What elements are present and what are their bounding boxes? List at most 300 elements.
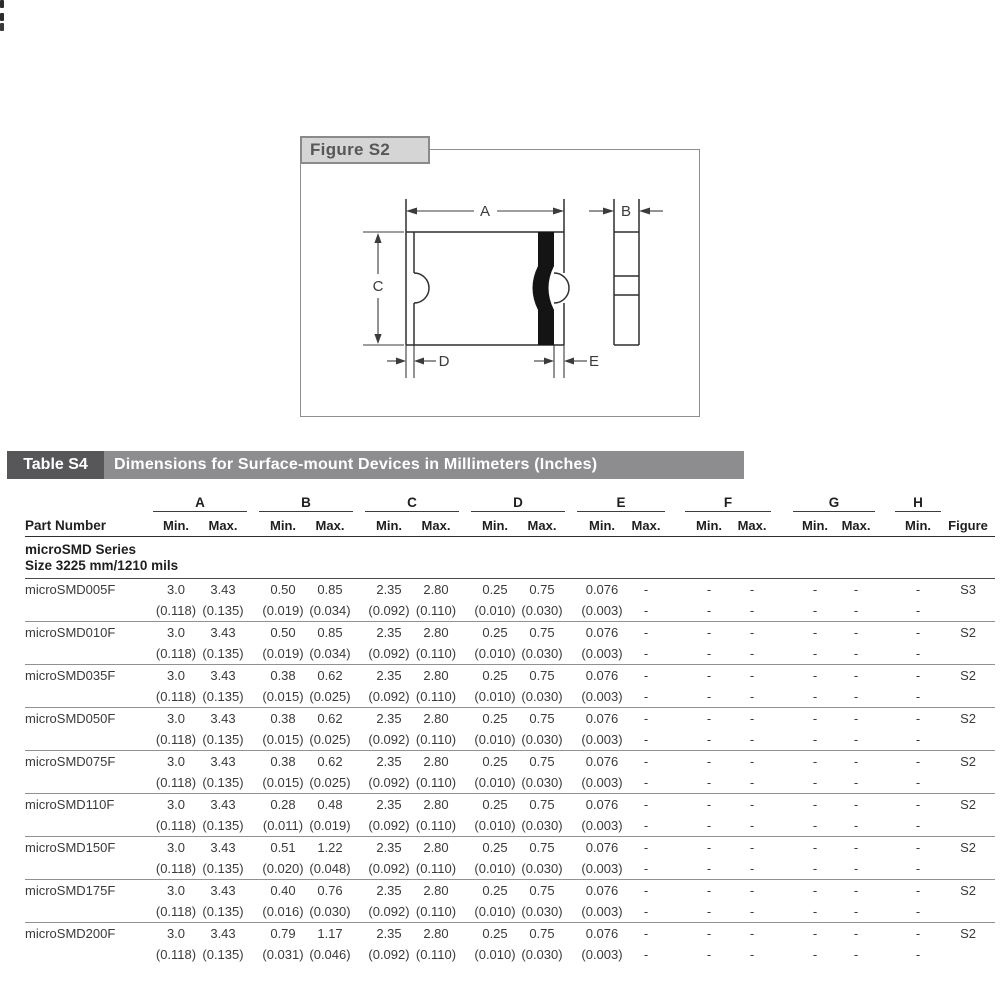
- value-cell: [519, 794, 565, 837]
- value-inches: -: [643, 689, 649, 704]
- col-group-g: G: [793, 492, 875, 512]
- value-inches: (0.030): [521, 947, 563, 962]
- value-cell: [307, 794, 353, 837]
- value-inches: -: [706, 775, 712, 790]
- value-inches: (0.030): [521, 646, 563, 661]
- spacer: [247, 923, 259, 966]
- value-cell: [519, 665, 565, 708]
- spacer: [459, 837, 471, 880]
- value-cell: [627, 665, 665, 708]
- value-mm: -: [749, 883, 755, 898]
- value-cell: [153, 923, 199, 966]
- value-mm: 2.80: [423, 883, 449, 898]
- value-mm: -: [706, 926, 712, 941]
- value-cell: [199, 665, 247, 708]
- value-mm: -: [853, 797, 859, 812]
- spacer: [771, 923, 793, 966]
- value-inches: (0.019): [309, 818, 351, 833]
- value-inches: -: [812, 904, 818, 919]
- value-cell: [895, 665, 941, 708]
- value-inches: -: [812, 732, 818, 747]
- value-inches: -: [853, 689, 859, 704]
- max-header: Max.: [519, 512, 565, 537]
- value-cell: [685, 751, 733, 794]
- value-inches: (0.003): [581, 818, 623, 833]
- min-header: Min.: [895, 512, 941, 537]
- value-cell: [793, 923, 837, 966]
- value-mm: 3.0: [166, 625, 186, 640]
- part-number-cell: [25, 665, 153, 708]
- figure-ref: S2: [960, 711, 976, 726]
- value-mm: -: [749, 711, 755, 726]
- value-mm: 3.43: [210, 926, 236, 941]
- figure-ref: S2: [960, 797, 976, 812]
- value-cell: [259, 751, 307, 794]
- part-number: microSMD150F: [25, 840, 116, 855]
- value-cell: [793, 622, 837, 665]
- value-cell: [733, 622, 771, 665]
- value-mm: -: [706, 797, 712, 812]
- value-mm: 0.85: [317, 582, 343, 597]
- value-cell: [577, 579, 627, 622]
- value-inches: -: [853, 904, 859, 919]
- value-inches: (0.110): [415, 818, 457, 833]
- value-cell: [895, 622, 941, 665]
- value-mm: 2.35: [376, 840, 402, 855]
- value-mm: -: [812, 711, 818, 726]
- spacer: [665, 923, 685, 966]
- value-cell: [199, 837, 247, 880]
- value-inches: -: [853, 818, 859, 833]
- spacer: [771, 837, 793, 880]
- spacer: [875, 751, 895, 794]
- spacer: [459, 665, 471, 708]
- value-cell: [895, 837, 941, 880]
- value-cell: [365, 880, 413, 923]
- table-row: [25, 622, 995, 665]
- value-cell: [837, 579, 875, 622]
- spacer: [247, 622, 259, 665]
- spacer: [353, 880, 365, 923]
- value-mm: -: [812, 883, 818, 898]
- spacer: [247, 837, 259, 880]
- value-mm: -: [853, 582, 859, 597]
- value-mm: 3.0: [166, 797, 186, 812]
- part-number-blank: [25, 729, 153, 750]
- value-inches: (0.010): [474, 646, 516, 661]
- value-inches: -: [915, 861, 921, 876]
- spacer: [771, 751, 793, 794]
- value-cell: [413, 880, 459, 923]
- value-inches: -: [812, 646, 818, 661]
- figure-ref-cell: [941, 923, 995, 966]
- value-mm: 0.62: [317, 754, 343, 769]
- dimensions-table-wrap: [25, 492, 995, 965]
- value-mm: 3.43: [210, 754, 236, 769]
- value-cell: [199, 923, 247, 966]
- value-cell: [519, 622, 565, 665]
- dim-label-b: B: [620, 203, 632, 220]
- value-mm: 0.79: [270, 926, 296, 941]
- value-cell: [733, 794, 771, 837]
- value-mm: -: [812, 797, 818, 812]
- package-dimension-drawing: [301, 150, 699, 416]
- value-inches: -: [812, 861, 818, 876]
- spacer: [875, 794, 895, 837]
- value-inches: -: [915, 775, 921, 790]
- value-cell: [413, 665, 459, 708]
- part-number: microSMD050F: [25, 711, 116, 726]
- value-inches: (0.092): [368, 603, 410, 618]
- spacer: [353, 708, 365, 751]
- value-inches: (0.030): [521, 603, 563, 618]
- value-mm: -: [706, 883, 712, 898]
- value-inches: (0.092): [368, 861, 410, 876]
- figure-ref: S2: [960, 668, 976, 683]
- value-mm: 3.43: [210, 668, 236, 683]
- value-inches: (0.135): [202, 818, 244, 833]
- value-mm: -: [853, 883, 859, 898]
- value-mm: 3.43: [210, 711, 236, 726]
- spacer: [247, 708, 259, 751]
- value-cell: [413, 794, 459, 837]
- value-inches: (0.092): [368, 646, 410, 661]
- value-cell: [627, 794, 665, 837]
- value-cell: [519, 751, 565, 794]
- solder-terminal-band: [533, 232, 555, 345]
- value-cell: [413, 708, 459, 751]
- value-mm: -: [749, 582, 755, 597]
- value-mm: -: [915, 926, 921, 941]
- left-notch: [414, 273, 429, 303]
- value-inches: (0.110): [415, 603, 457, 618]
- value-inches: (0.034): [309, 603, 351, 618]
- value-mm: -: [853, 926, 859, 941]
- value-mm: 0.38: [270, 711, 296, 726]
- value-mm: 3.0: [166, 840, 186, 855]
- value-mm: -: [706, 625, 712, 640]
- value-mm: 3.43: [210, 840, 236, 855]
- value-mm: 3.0: [166, 582, 186, 597]
- min-header: Min.: [577, 512, 627, 537]
- value-cell: [413, 837, 459, 880]
- value-inches: -: [643, 947, 649, 962]
- value-mm: 0.25: [482, 625, 508, 640]
- figure-ref-cell: [941, 794, 995, 837]
- value-inches: (0.118): [155, 603, 197, 618]
- max-header: Max.: [733, 512, 771, 537]
- dimensions-table: [25, 492, 995, 965]
- value-inches: -: [749, 689, 755, 704]
- spacer: [771, 492, 793, 512]
- spacer: [353, 751, 365, 794]
- value-cell: [519, 923, 565, 966]
- value-mm: 0.25: [482, 711, 508, 726]
- value-mm: 0.25: [482, 582, 508, 597]
- value-mm: -: [915, 797, 921, 812]
- value-cell: [685, 665, 733, 708]
- series-header-cell: [25, 537, 995, 579]
- value-mm: -: [853, 711, 859, 726]
- value-inches: (0.010): [474, 603, 516, 618]
- part-number-cell: [25, 837, 153, 880]
- value-mm: 2.80: [423, 711, 449, 726]
- value-cell: [837, 880, 875, 923]
- table-title: Dimensions for Surface-mount Devices in Millimeters (Inches): [114, 456, 598, 473]
- value-inches: (0.003): [581, 689, 623, 704]
- value-inches: -: [812, 818, 818, 833]
- value-cell: [577, 837, 627, 880]
- value-mm: -: [812, 668, 818, 683]
- value-inches: -: [853, 646, 859, 661]
- value-cell: [577, 622, 627, 665]
- value-cell: [365, 665, 413, 708]
- value-mm: -: [915, 754, 921, 769]
- value-cell: [153, 708, 199, 751]
- value-inches: -: [749, 775, 755, 790]
- value-mm: -: [749, 754, 755, 769]
- spacer: [353, 837, 365, 880]
- value-inches: (0.110): [415, 904, 457, 919]
- right-notch: [554, 273, 569, 303]
- value-inches: (0.016): [262, 904, 304, 919]
- value-inches: (0.135): [202, 947, 244, 962]
- value-inches: (0.118): [155, 775, 197, 790]
- value-inches: (0.003): [581, 603, 623, 618]
- value-mm: 2.35: [376, 926, 402, 941]
- value-inches: (0.118): [155, 818, 197, 833]
- value-cell: [307, 708, 353, 751]
- part-number: microSMD010F: [25, 625, 116, 640]
- value-mm: -: [643, 754, 649, 769]
- value-mm: 0.75: [529, 582, 555, 597]
- value-inches: (0.030): [521, 732, 563, 747]
- value-cell: [307, 880, 353, 923]
- value-cell: [199, 579, 247, 622]
- value-mm: 0.25: [482, 754, 508, 769]
- value-mm: 2.35: [376, 754, 402, 769]
- value-cell: [471, 708, 519, 751]
- spacer: [875, 579, 895, 622]
- value-cell: [793, 794, 837, 837]
- value-inches: (0.025): [309, 732, 351, 747]
- series-name: microSMD Series: [25, 542, 137, 557]
- value-inches: -: [706, 603, 712, 618]
- spacer: [247, 794, 259, 837]
- value-inches: -: [706, 904, 712, 919]
- value-inches: (0.010): [474, 904, 516, 919]
- table-row: [25, 751, 995, 794]
- value-cell: [199, 622, 247, 665]
- part-number-cell: [25, 751, 153, 794]
- value-cell: [793, 837, 837, 880]
- value-mm: 2.80: [423, 840, 449, 855]
- spacer: [665, 880, 685, 923]
- figure-ref-cell: [941, 665, 995, 708]
- part-number: microSMD005F: [25, 582, 116, 597]
- spacer: [247, 751, 259, 794]
- value-inches: (0.092): [368, 732, 410, 747]
- value-inches: (0.118): [155, 732, 197, 747]
- value-cell: [365, 837, 413, 880]
- value-cell: [895, 923, 941, 966]
- max-header: Max.: [413, 512, 459, 537]
- value-cell: [793, 708, 837, 751]
- value-inches: (0.010): [474, 689, 516, 704]
- value-mm: 0.076: [585, 754, 619, 769]
- value-mm: 3.0: [166, 711, 186, 726]
- spacer: [665, 492, 685, 512]
- figure-s2-label: Figure S2: [300, 136, 430, 164]
- value-inches: (0.135): [202, 732, 244, 747]
- figure-ref: S3: [960, 582, 976, 597]
- value-inches: -: [915, 818, 921, 833]
- value-inches: -: [853, 947, 859, 962]
- spacer: [875, 665, 895, 708]
- header-blank: [941, 492, 995, 512]
- value-cell: [733, 665, 771, 708]
- value-cell: [733, 837, 771, 880]
- min-header: Min.: [259, 512, 307, 537]
- value-cell: [837, 794, 875, 837]
- value-mm: -: [749, 840, 755, 855]
- value-inches: -: [706, 861, 712, 876]
- spacer: [771, 708, 793, 751]
- value-cell: [365, 579, 413, 622]
- value-inches: (0.003): [581, 732, 623, 747]
- value-mm: 0.75: [529, 668, 555, 683]
- value-cell: [307, 579, 353, 622]
- dim-label-d: D: [438, 353, 450, 370]
- value-inches: (0.015): [262, 689, 304, 704]
- part-number-blank: [25, 686, 153, 707]
- value-mm: -: [853, 668, 859, 683]
- value-inches: (0.003): [581, 775, 623, 790]
- part-number-blank: [25, 600, 153, 621]
- spacer: [665, 708, 685, 751]
- value-mm: -: [643, 668, 649, 683]
- value-mm: -: [812, 582, 818, 597]
- value-inches: -: [915, 689, 921, 704]
- spacer: [565, 622, 577, 665]
- dim-label-a: A: [479, 203, 491, 220]
- value-cell: [153, 622, 199, 665]
- value-inches: -: [643, 775, 649, 790]
- value-inches: -: [706, 732, 712, 747]
- value-inches: -: [706, 646, 712, 661]
- value-cell: [307, 837, 353, 880]
- value-inches: (0.010): [474, 732, 516, 747]
- value-mm: -: [853, 754, 859, 769]
- table-row: [25, 880, 995, 923]
- value-mm: 0.25: [482, 926, 508, 941]
- spacer: [565, 665, 577, 708]
- part-number-blank: [25, 772, 153, 793]
- value-cell: [259, 880, 307, 923]
- value-cell: [895, 794, 941, 837]
- value-mm: 0.076: [585, 711, 619, 726]
- figure-ref: S2: [960, 926, 976, 941]
- table-row: [25, 794, 995, 837]
- value-mm: -: [643, 840, 649, 855]
- figure-ref-cell: [941, 880, 995, 923]
- value-cell: [413, 579, 459, 622]
- spacer: [565, 492, 577, 512]
- value-cell: [685, 880, 733, 923]
- value-inches: (0.025): [309, 689, 351, 704]
- part-number-cell: [25, 923, 153, 966]
- value-inches: -: [749, 818, 755, 833]
- value-inches: -: [812, 775, 818, 790]
- value-cell: [413, 622, 459, 665]
- value-inches: (0.118): [155, 689, 197, 704]
- value-mm: 2.80: [423, 668, 449, 683]
- value-inches: -: [853, 603, 859, 618]
- part-number-cell: [25, 708, 153, 751]
- value-inches: -: [915, 646, 921, 661]
- spacer: [459, 622, 471, 665]
- value-mm: 0.75: [529, 840, 555, 855]
- col-group-c: C: [365, 492, 459, 512]
- table-title-bar: [7, 451, 744, 479]
- part-number: microSMD200F: [25, 926, 116, 941]
- spacer: [247, 880, 259, 923]
- value-inches: -: [915, 947, 921, 962]
- value-cell: [259, 837, 307, 880]
- table-row: [25, 579, 995, 622]
- value-inches: (0.030): [521, 689, 563, 704]
- value-cell: [627, 880, 665, 923]
- value-mm: 2.35: [376, 797, 402, 812]
- min-header: Min.: [365, 512, 413, 537]
- value-inches: (0.020): [262, 861, 304, 876]
- spacer: [875, 708, 895, 751]
- spacer: [875, 880, 895, 923]
- col-group-e: E: [577, 492, 665, 512]
- value-mm: 3.0: [166, 883, 186, 898]
- value-cell: [685, 923, 733, 966]
- figure-ref: S2: [960, 625, 976, 640]
- value-cell: [519, 708, 565, 751]
- part-number-cell: [25, 880, 153, 923]
- spacer: [353, 622, 365, 665]
- value-cell: [153, 665, 199, 708]
- value-cell: [413, 751, 459, 794]
- value-mm: 0.25: [482, 668, 508, 683]
- value-cell: [259, 665, 307, 708]
- value-inches: (0.135): [202, 775, 244, 790]
- value-cell: [837, 837, 875, 880]
- value-mm: 0.25: [482, 840, 508, 855]
- spacer: [247, 512, 259, 537]
- value-mm: 2.35: [376, 582, 402, 597]
- value-inches: (0.034): [309, 646, 351, 661]
- value-mm: -: [706, 582, 712, 597]
- dim-label-e: E: [588, 353, 600, 370]
- figure-ref-cell: [941, 622, 995, 665]
- value-cell: [685, 622, 733, 665]
- value-mm: 0.75: [529, 797, 555, 812]
- value-inches: (0.092): [368, 947, 410, 962]
- part-number-blank: [25, 815, 153, 836]
- value-inches: (0.135): [202, 904, 244, 919]
- value-cell: [793, 880, 837, 923]
- value-inches: (0.010): [474, 947, 516, 962]
- value-cell: [307, 751, 353, 794]
- value-cell: [259, 794, 307, 837]
- part-number-header: Part Number: [25, 512, 153, 537]
- value-mm: 0.62: [317, 668, 343, 683]
